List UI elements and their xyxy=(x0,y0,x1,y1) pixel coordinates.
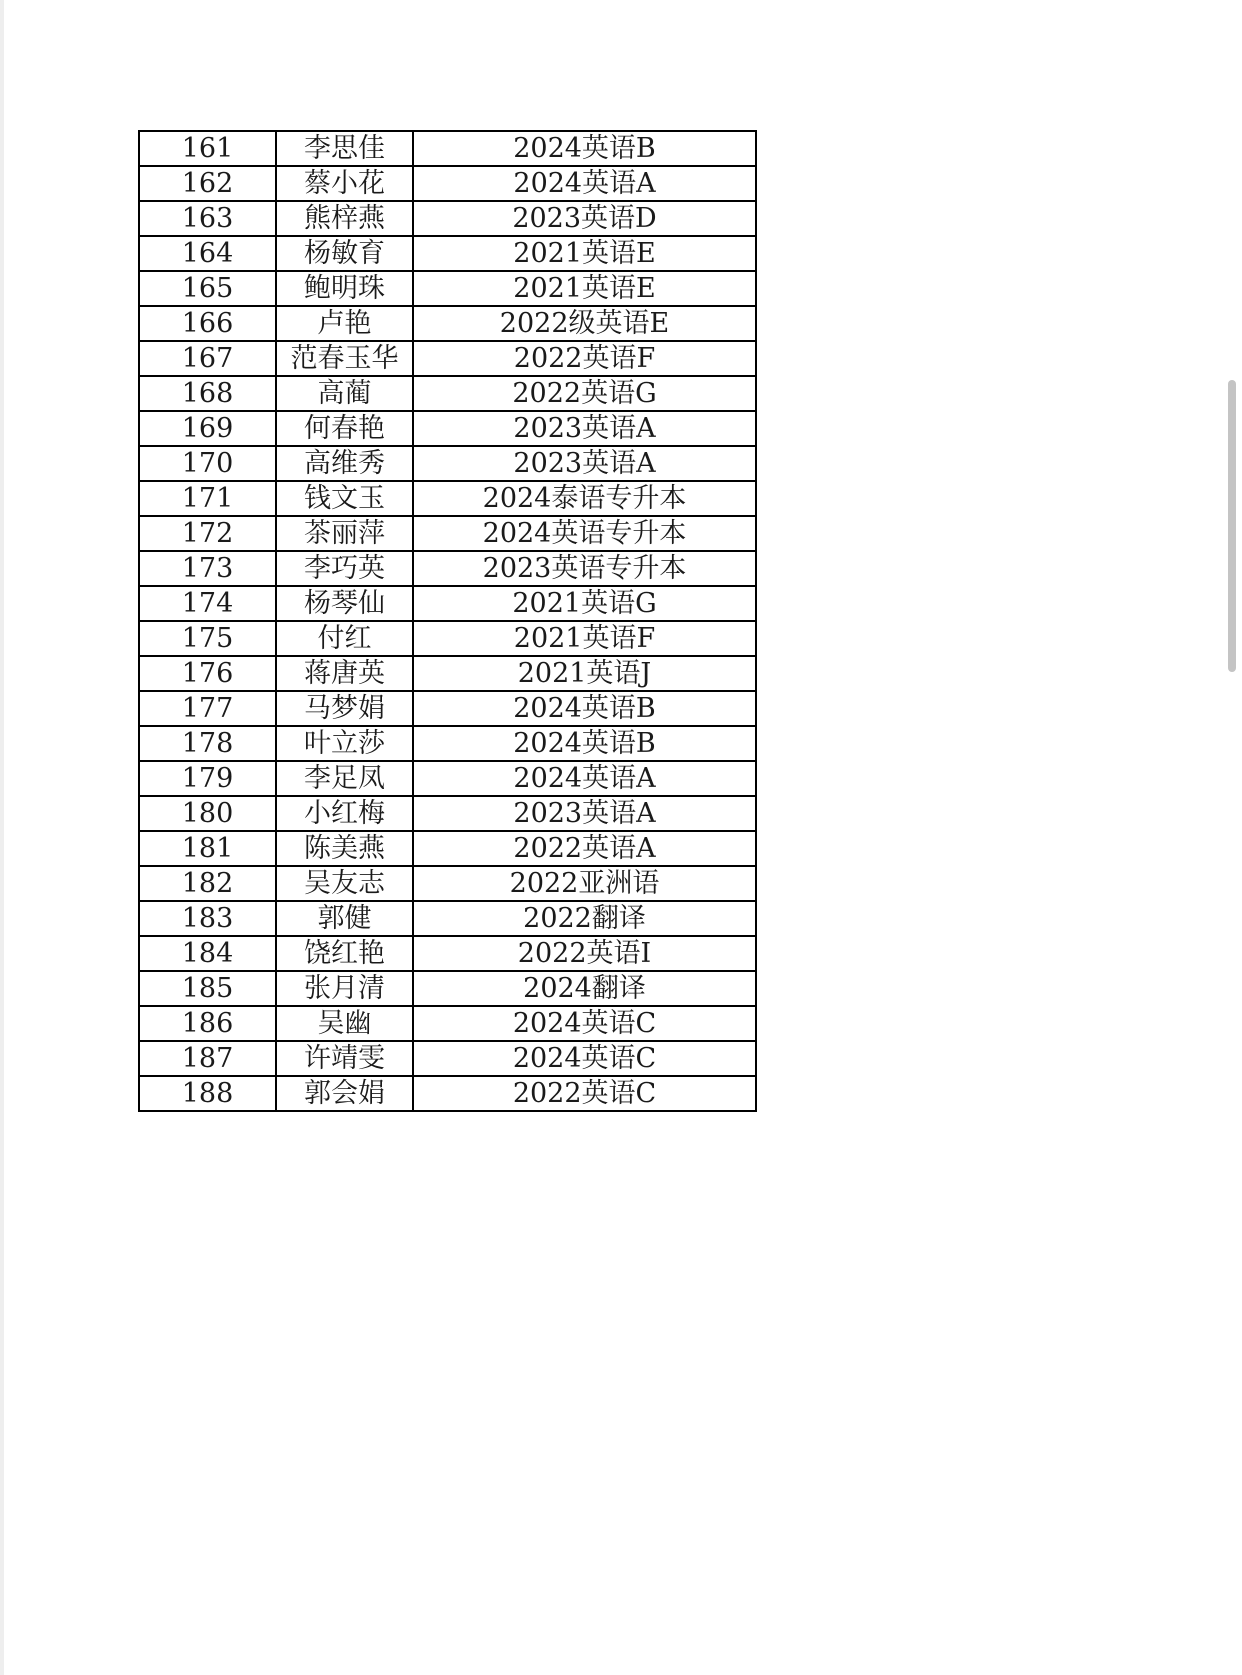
row-number-cell: 167 xyxy=(139,341,276,376)
row-number-cell: 175 xyxy=(139,621,276,656)
table-row xyxy=(139,306,756,341)
class-cell: 2021英语J xyxy=(413,656,756,691)
class-cell: 2022英语C xyxy=(413,1076,756,1111)
student-name-cell: 鲍明珠 xyxy=(276,271,413,306)
student-name-cell: 高维秀 xyxy=(276,446,413,481)
student-name-cell: 茶丽萍 xyxy=(276,516,413,551)
student-name-cell: 李思佳 xyxy=(276,131,413,166)
table-row xyxy=(139,656,756,691)
class-cell: 2021英语E xyxy=(413,236,756,271)
class-cell: 2024英语B xyxy=(413,726,756,761)
row-number-cell: 187 xyxy=(139,1041,276,1076)
class-cell: 2022英语G xyxy=(413,376,756,411)
table-row xyxy=(139,866,756,901)
class-cell: 2024英语B xyxy=(413,691,756,726)
row-number-cell: 170 xyxy=(139,446,276,481)
class-cell: 2022英语A xyxy=(413,831,756,866)
table-row xyxy=(139,201,756,236)
table-row xyxy=(139,516,756,551)
table-row xyxy=(139,341,756,376)
row-number-cell: 172 xyxy=(139,516,276,551)
row-number-cell: 178 xyxy=(139,726,276,761)
table-row xyxy=(139,166,756,201)
row-number-cell: 182 xyxy=(139,866,276,901)
class-cell: 2022翻译 xyxy=(413,901,756,936)
class-cell: 2024英语专升本 xyxy=(413,516,756,551)
class-cell: 2022级英语E xyxy=(413,306,756,341)
student-name-cell: 马梦娟 xyxy=(276,691,413,726)
row-number-cell: 183 xyxy=(139,901,276,936)
table-row xyxy=(139,691,756,726)
row-number-cell: 179 xyxy=(139,761,276,796)
row-number-cell: 185 xyxy=(139,971,276,1006)
student-name-cell: 郭会娟 xyxy=(276,1076,413,1111)
class-cell: 2021英语G xyxy=(413,586,756,621)
class-cell: 2022英语F xyxy=(413,341,756,376)
table-row xyxy=(139,936,756,971)
student-name-cell: 熊梓燕 xyxy=(276,201,413,236)
student-name-cell: 何春艳 xyxy=(276,411,413,446)
table-row xyxy=(139,1006,756,1041)
student-name-cell: 李足凤 xyxy=(276,761,413,796)
table-row xyxy=(139,796,756,831)
table-row xyxy=(139,761,756,796)
class-cell: 2024泰语专升本 xyxy=(413,481,756,516)
class-cell: 2023英语专升本 xyxy=(413,551,756,586)
student-name-cell: 叶立莎 xyxy=(276,726,413,761)
student-name-cell: 杨琴仙 xyxy=(276,586,413,621)
row-number-cell: 171 xyxy=(139,481,276,516)
class-cell: 2024英语A xyxy=(413,761,756,796)
student-name-cell: 吴友志 xyxy=(276,866,413,901)
row-number-cell: 177 xyxy=(139,691,276,726)
class-cell: 2023英语A xyxy=(413,796,756,831)
table-row xyxy=(139,1076,756,1111)
class-cell: 2021英语E xyxy=(413,271,756,306)
row-number-cell: 173 xyxy=(139,551,276,586)
student-name-cell: 卢艳 xyxy=(276,306,413,341)
row-number-cell: 163 xyxy=(139,201,276,236)
page-left-edge xyxy=(0,0,4,1675)
row-number-cell: 168 xyxy=(139,376,276,411)
row-number-cell: 166 xyxy=(139,306,276,341)
student-name-cell: 蒋唐英 xyxy=(276,656,413,691)
student-table-body xyxy=(139,131,756,1111)
student-name-cell: 陈美燕 xyxy=(276,831,413,866)
table-row xyxy=(139,376,756,411)
row-number-cell: 174 xyxy=(139,586,276,621)
student-name-cell: 许靖雯 xyxy=(276,1041,413,1076)
student-name-cell: 张月清 xyxy=(276,971,413,1006)
table-row xyxy=(139,551,756,586)
row-number-cell: 180 xyxy=(139,796,276,831)
table-row xyxy=(139,831,756,866)
student-table xyxy=(138,130,757,1112)
vertical-scrollbar[interactable] xyxy=(1228,380,1236,672)
table-row xyxy=(139,411,756,446)
student-name-cell: 钱文玉 xyxy=(276,481,413,516)
row-number-cell: 169 xyxy=(139,411,276,446)
class-cell: 2022亚洲语 xyxy=(413,866,756,901)
student-name-cell: 高蔺 xyxy=(276,376,413,411)
table-row xyxy=(139,271,756,306)
student-name-cell: 小红梅 xyxy=(276,796,413,831)
student-name-cell: 郭健 xyxy=(276,901,413,936)
table-row xyxy=(139,446,756,481)
row-number-cell: 165 xyxy=(139,271,276,306)
table-row xyxy=(139,236,756,271)
student-name-cell: 吴幽 xyxy=(276,1006,413,1041)
class-cell: 2023英语A xyxy=(413,446,756,481)
student-name-cell: 饶红艳 xyxy=(276,936,413,971)
row-number-cell: 176 xyxy=(139,656,276,691)
class-cell: 2024英语C xyxy=(413,1041,756,1076)
student-name-cell: 付红 xyxy=(276,621,413,656)
row-number-cell: 188 xyxy=(139,1076,276,1111)
row-number-cell: 164 xyxy=(139,236,276,271)
table-row xyxy=(139,621,756,656)
row-number-cell: 162 xyxy=(139,166,276,201)
class-cell: 2021英语F xyxy=(413,621,756,656)
table-row xyxy=(139,726,756,761)
student-name-cell: 李巧英 xyxy=(276,551,413,586)
table-row xyxy=(139,481,756,516)
table-row xyxy=(139,586,756,621)
class-cell: 2023英语A xyxy=(413,411,756,446)
class-cell: 2022英语I xyxy=(413,936,756,971)
class-cell: 2023英语D xyxy=(413,201,756,236)
table-row xyxy=(139,901,756,936)
row-number-cell: 181 xyxy=(139,831,276,866)
row-number-cell: 161 xyxy=(139,131,276,166)
class-cell: 2024翻译 xyxy=(413,971,756,1006)
table-row xyxy=(139,971,756,1006)
class-cell: 2024英语A xyxy=(413,166,756,201)
student-name-cell: 蔡小花 xyxy=(276,166,413,201)
class-cell: 2024英语C xyxy=(413,1006,756,1041)
table-row xyxy=(139,131,756,166)
student-name-cell: 范春玉华 xyxy=(276,341,413,376)
table-row xyxy=(139,1041,756,1076)
row-number-cell: 184 xyxy=(139,936,276,971)
student-name-cell: 杨敏育 xyxy=(276,236,413,271)
class-cell: 2024英语B xyxy=(413,131,756,166)
row-number-cell: 186 xyxy=(139,1006,276,1041)
